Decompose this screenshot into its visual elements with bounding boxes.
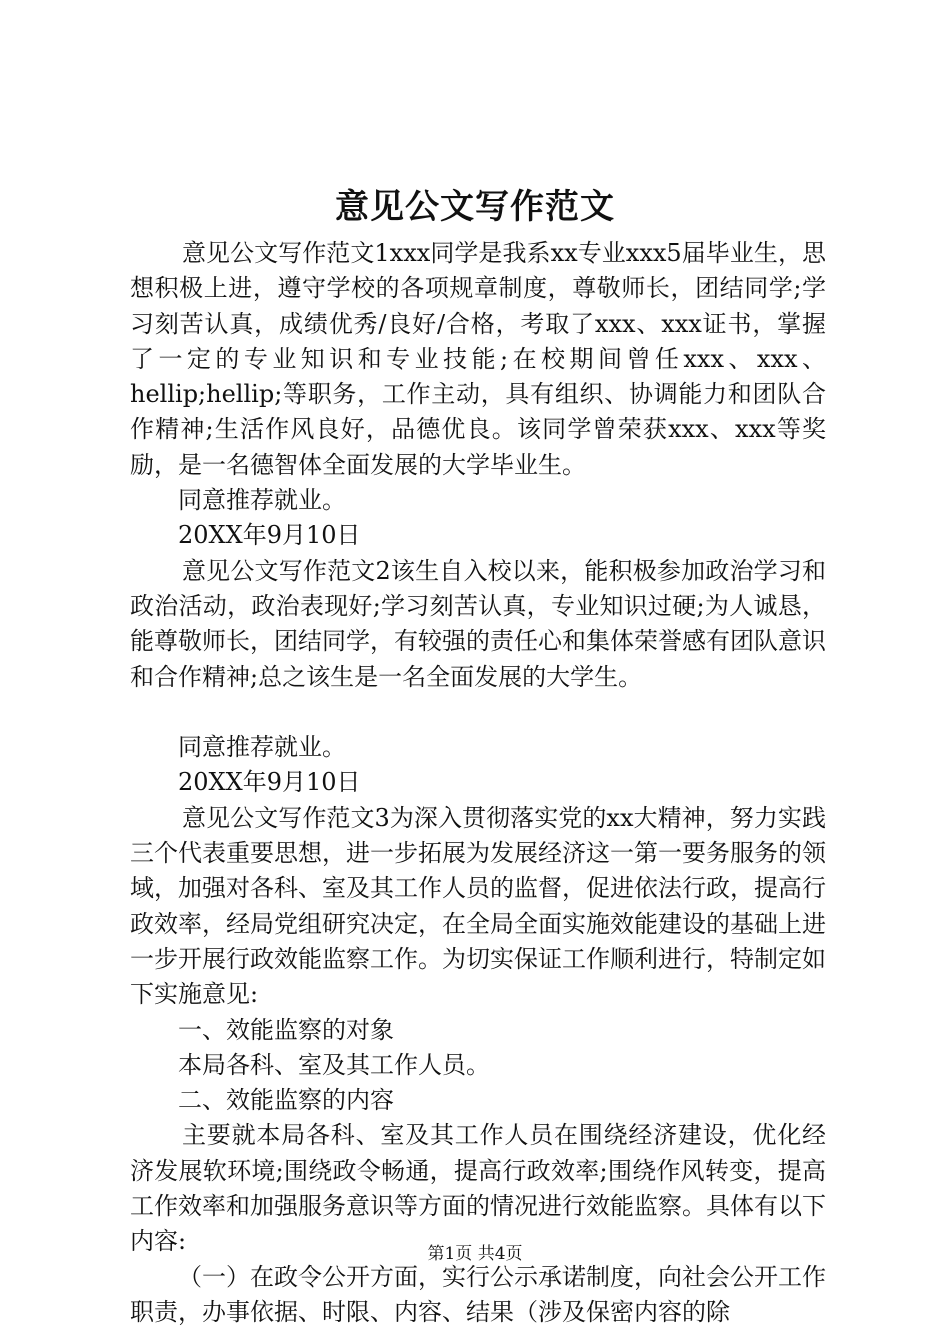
paragraph-sample-3: 意见公文写作范文3为深入贯彻落实党的xx大精神，努力实践三个代表重要思想，进一步拓展为发展经济这一第一要务服务的领域，加强对各科、室及其工作人员的监督，促进依法行政，提高行政效率，经局党组研究决定，在全局全面实施效能建设的基础上进一步开展行政效能监察工作。为切实保证工作顺利进行，特制定如下实施意见:	[130, 803, 826, 1009]
paragraph-sample-1: 意见公文写作范文1xxx同学是我系xx专业xxx5届毕业生，思想积极上进，遵守学校的各项规章制度，尊敬师长，团结同学;学习刻苦认真，成绩优秀/良好/合格，考取了xxx、xxx证书，掌握了一定的专业知识和专业技能;在校期间曾任xxx、xxx、hellip;hellip;等职务，工作主动，具有组织、协调能力和团队合作精神;生活作风良好，品德优良。该同学曾荣获xxx、xxx等奖励，是一名德智体全面发展的大学毕业生。	[130, 239, 826, 479]
paragraph-section-1: 本局各科、室及其工作人员。	[178, 1050, 490, 1079]
paragraph-recommend-2: 同意推荐就业。	[178, 733, 346, 762]
section-heading-2: 二、效能监察的内容	[178, 1086, 394, 1115]
paragraph-date-2: 20XX年9月10日	[178, 768, 361, 797]
section-heading-1: 一、效能监察的对象	[178, 1015, 394, 1044]
paragraph-recommend-1: 同意推荐就业。	[178, 486, 346, 515]
paragraph-date-1: 20XX年9月10日	[178, 521, 361, 550]
paragraph-section-2: 主要就本局各科、室及其工作人员在围绕经济建设，优化经济发展软环境;围绕政令畅通，提高行政效率;围绕作风转变，提高工作效率和加强服务意识等方面的情况进行效能监察。具体有以下内容:	[130, 1121, 826, 1256]
page-number-footer: 第1页 共4页	[427, 1244, 523, 1264]
paragraph-sample-2: 意见公文写作范文2该生自入校以来，能积极参加政治学习和政治活动，政治表现好;学习刻苦认真，专业知识过硬;为人诚恳，能尊敬师长，团结同学，有较强的责任心和集体荣誉感有团队意识和合作精神;总之该生是一名全面发展的大学生。	[130, 556, 826, 691]
blank-line	[130, 695, 826, 730]
document-title: 意见公文写作范文	[335, 187, 615, 227]
paragraph-subsection-1: （一）在政令公开方面，实行公示承诺制度，向社会公开工作职责，办事依据、时限、内容、结果（涉及保密内容的除	[130, 1262, 826, 1326]
document-body	[130, 236, 826, 1330]
